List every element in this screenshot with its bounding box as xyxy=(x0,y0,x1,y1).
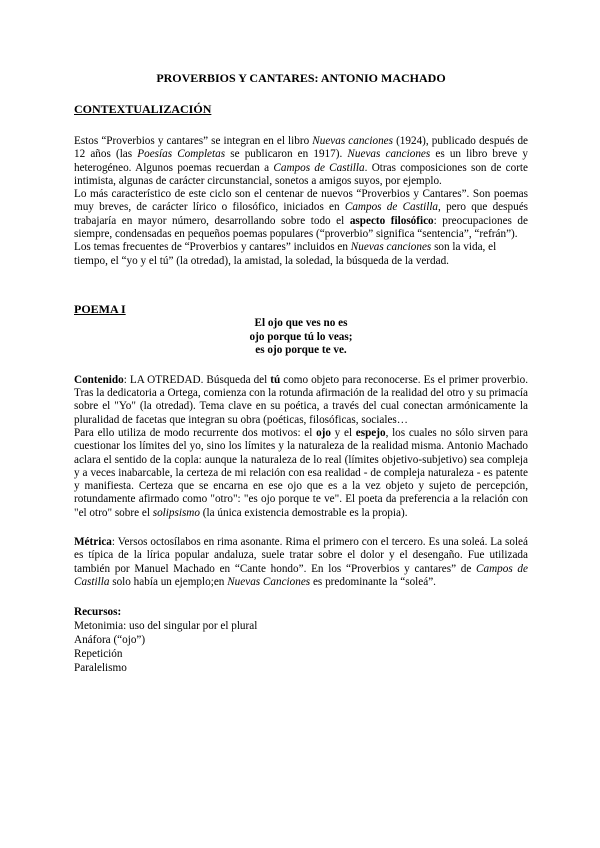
section-heading-context: CONTEXTUALIZACIÓN xyxy=(74,102,212,116)
contenido-paragraph-2: Para ello utiliza de modo recurrente dos motivos: el ojo y el espejo, los cuales no sólo sirven para cuestionar los límites del yo, sino los límites y la naturaleza de la realidad misma. Antonio Machado aclara el sentido de la copla: aunque la naturaleza de lo real (límites objetivo-subjetivo) sea compleja y a veces inabarcable, la certeza de mi relación con esa realidad - de compleja naturaleza - es patente y manifiesta. Certeza que se encarna en ese ojo que es a la vez objeto y sujeto de percepción, rotundamente afirmado como "otro": "es ojo porque te ve". El poeta da preferencia a la relación con "el otro" sobre el solipsismo (la única existencia demostrable es la propia). xyxy=(74,426,528,519)
context-paragraph-2: Lo más característico de este ciclo son el centenar de nuevos “Proverbios y Cantares”. Son poemas muy breves, de carácter lírico o filosófico, iniciados en Campos de Castilla, pero que después trabajaría en mayor número, desarrollando sobre todo el aspecto filosófico: preocupaciones de siempre, condensadas en pequeños poemas populares (“proverbio” significa “sentencia”, “refrán”). xyxy=(74,188,529,241)
list-item: Paralelismo xyxy=(74,662,127,675)
contenido-paragraph-1: Contenido: LA OTREDAD. Búsqueda del tú como objeto para reconocerse. Es el primer proverbio. Tras la dedicatoria a Ortega, comienza con la rotunda afirmación de la realidad del otro y su primacía sobre el "Yo" (la otredad). Tema clave en su poética, a través del cual conectan armónicamente la pluralidad de facetas que integran su obra (poéticas, filosóficas, sociales… xyxy=(74,373,529,426)
recursos-heading: Recursos: xyxy=(74,606,122,619)
poem-line: El ojo que ves no es xyxy=(254,316,348,329)
list-item: Metonimia: uso del singular por el plural xyxy=(74,620,258,633)
metrica-paragraph: Métrica: Versos octosílabos en rima asonante. Rima el primero con el tercero. Es una soleá. La soleá es típica de la lírica popular andaluza, suele tratar sobre el dolor y el desengaño. Fue utilizada también por Manuel Machado en “Cante hondo”. En los “Proverbios y cantares” de Campos de Castilla solo había un ejemplo;en Nuevas Canciones es predominante la “soleá”. xyxy=(74,536,528,588)
poem-text xyxy=(74,317,528,358)
list-item: Repetición xyxy=(74,648,123,661)
poem-line: es ojo porque te ve. xyxy=(255,344,347,357)
context-paragraph-3: Los temas frecuentes de “Proverbios y cantares” incluidos en Nuevas canciones son la vida, el tiempo, el “yo y el tú” (la otredad), la amistad, la soledad, la búsqueda de la verdad. xyxy=(74,241,497,267)
document-page xyxy=(74,66,528,675)
list-item: Anáfora (“ojo”) xyxy=(74,634,146,647)
document-title: PROVERBIOS Y CANTARES: ANTONIO MACHADO xyxy=(156,71,446,85)
section-heading-poem: POEMA I xyxy=(74,301,126,316)
context-paragraph-1: Estos “Proverbios y cantares” se integran en el libro Nuevas canciones (1924), publicado después de 12 años (las Poesías Completas se publicaron en 1917). Nuevas canciones es un libro breve y heterogéneo. Algunos poemas recuerdan a Campos de Castilla. Otras composiciones son de corte intimista, algunas de carácter circunstancial, sonetos a amigos suyos, por ejemplo. xyxy=(74,135,529,187)
recursos-list xyxy=(74,619,528,675)
poem-line: ojo porque tú lo veas; xyxy=(249,330,353,343)
